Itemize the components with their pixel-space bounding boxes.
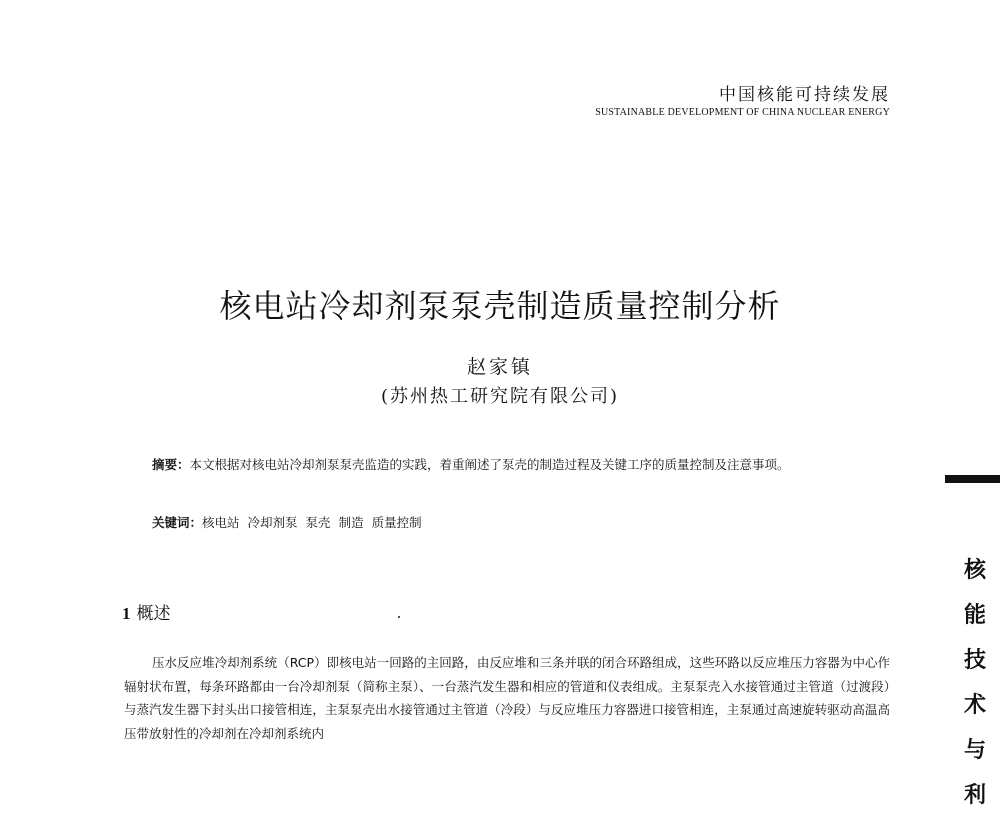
side-tab-char: 技 [963, 647, 986, 673]
side-tab-char: 核 [963, 557, 986, 583]
keyword: 泵壳 [305, 515, 331, 530]
side-tab-bar [945, 475, 1000, 483]
scan-speck [398, 616, 400, 618]
journal-name-en: SUSTAINABLE DEVELOPMENT OF CHINA NUCLEAR ENERGY [595, 107, 890, 118]
side-tab-char: 术 [963, 692, 986, 718]
side-tab-char: 与 [963, 737, 986, 763]
side-tab-label [955, 548, 995, 818]
section-number: 1 [122, 604, 131, 623]
keyword: 质量控制 [371, 515, 422, 530]
keywords-label: 关键词： [152, 515, 203, 530]
running-header [595, 84, 890, 120]
keywords [152, 512, 430, 534]
keyword: 制造 [338, 515, 364, 530]
paper-author: 赵家镇 [466, 356, 533, 378]
abstract-label: 摘要： [152, 457, 190, 472]
side-tab-char: 利 [963, 782, 986, 808]
section-paragraph: 压水反应堆冷却剂系统（RCP）即核电站一回路的主回路，由反应堆和三条并联的闭合环路组成，这些环路以反应堆压力容器为中心作辐射状布置，每条环路都由一台冷却剂泵（简称主泵）、一台蒸汽发生器和相应的管道和仪表组成。主泵泵壳入水接管通过主管道（过渡段）与蒸汽发生器下封头出口接管相连，主泵泵壳出水接管通过主管道（冷段）与反应堆压力容器进口接管相连，主泵通过高速旋转驱动高温高压带放射性的冷却剂在冷却剂系统内 [124, 655, 890, 741]
section-heading [122, 602, 171, 626]
paper-title: 核电站冷却剂泵泵壳制造质量控制分析 [219, 287, 781, 325]
keyword: 冷却剂泵 [247, 515, 298, 530]
section-title: 概述 [136, 604, 171, 624]
side-tab-char: 能 [963, 602, 986, 628]
paper-affiliation: (苏州热工研究院有限公司) [380, 386, 620, 407]
keyword: 核电站 [202, 515, 240, 530]
abstract [124, 454, 890, 476]
abstract-text: 本文根据对核电站冷却剂泵泵壳监造的实践，着重阐述了泵壳的制造过程及关键工序的质量控制及注意事项。 [189, 457, 790, 472]
journal-name-cn: 中国核能可持续发展 [719, 85, 890, 105]
